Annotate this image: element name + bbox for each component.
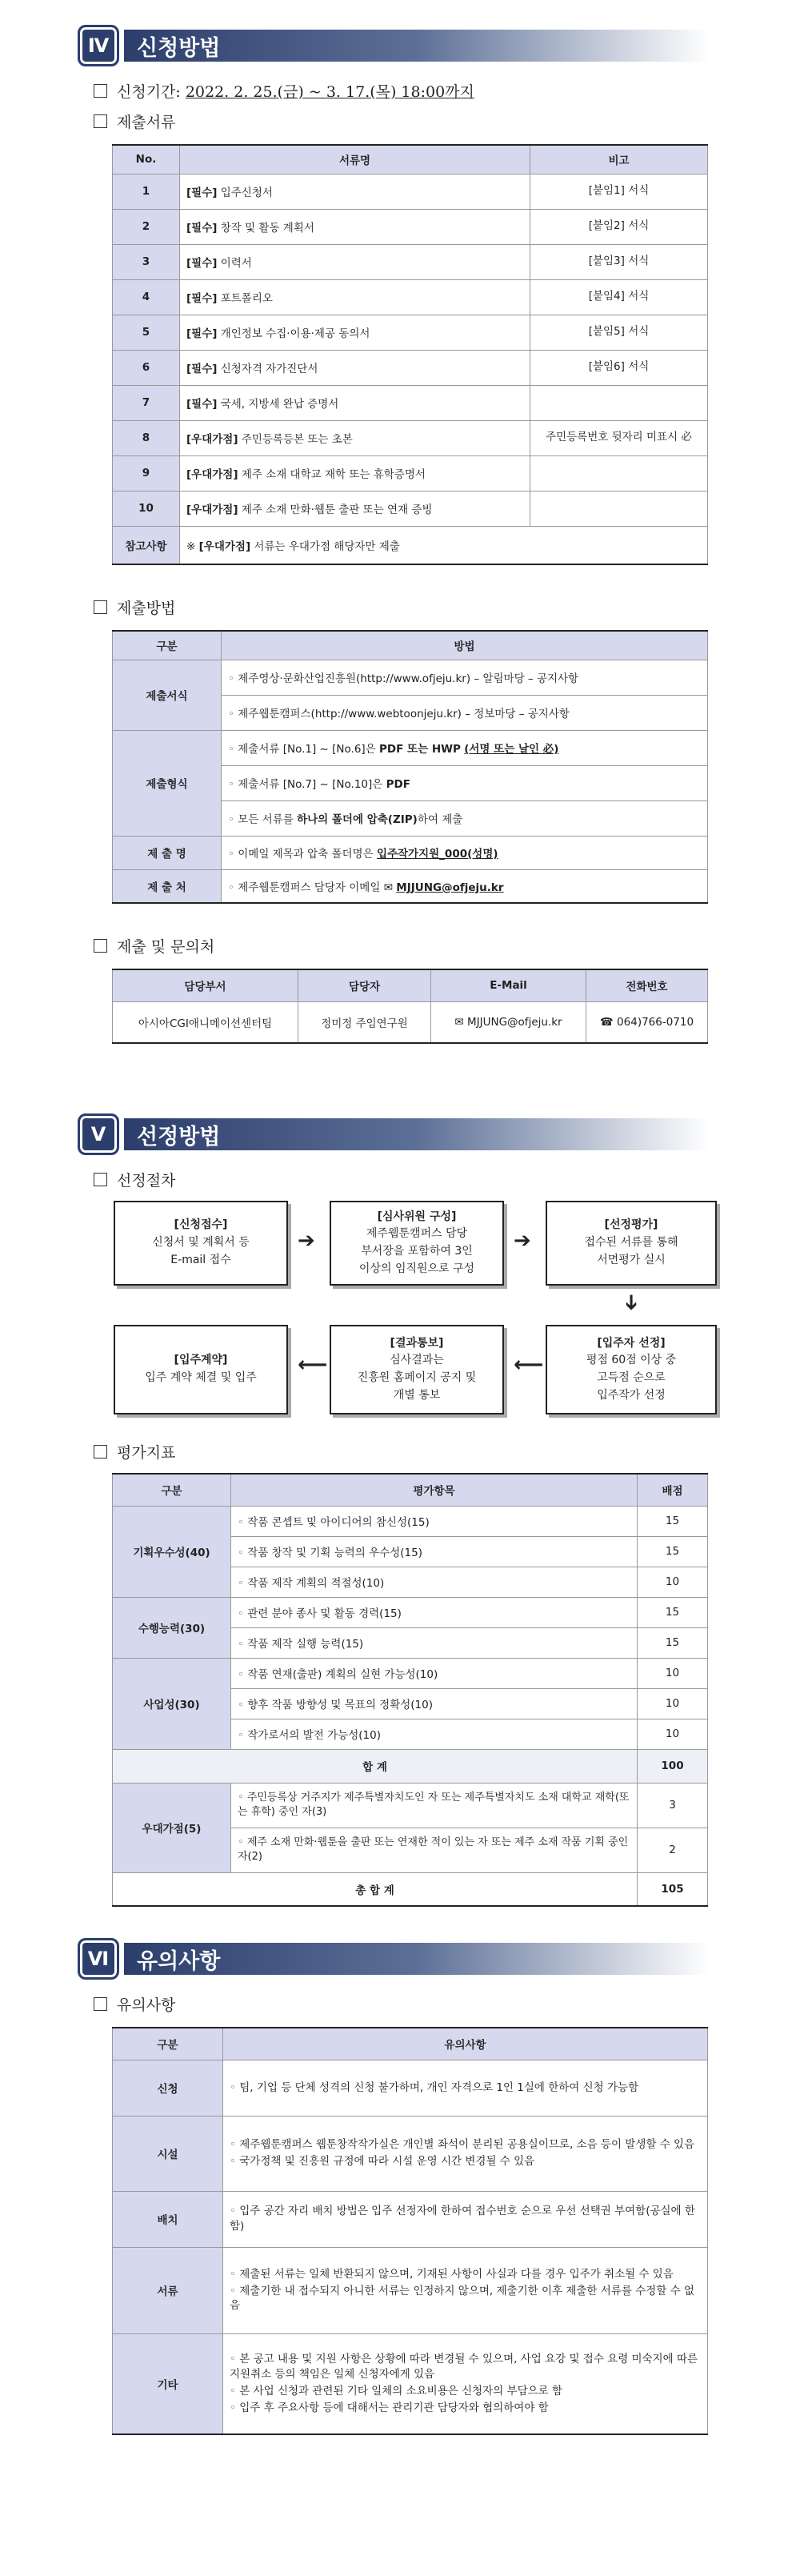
doc-name <box>180 455 530 491</box>
period-line <box>94 80 474 102</box>
sum-value: 100 <box>638 1749 708 1783</box>
eval-item: ◦ 향후 작품 방향성 및 목표의 정확성(10) <box>231 1688 638 1719</box>
doc-note: [붙임4] 서식 <box>530 279 708 315</box>
table-row <box>113 1001 708 1043</box>
contact-table <box>112 969 708 1044</box>
proc-subheading <box>94 1169 175 1190</box>
checkbox-icon <box>94 939 107 953</box>
doc-note: [붙임2] 서식 <box>530 209 708 244</box>
doc-note: [붙임1] 서식 <box>530 174 708 209</box>
eval-label: 평가지표 <box>117 1444 176 1462</box>
to-label: 제 출 처 <box>113 869 222 903</box>
docs-table <box>112 144 708 565</box>
note-category: 서류 <box>113 2247 223 2333</box>
checkbox-icon <box>94 600 107 614</box>
table-row <box>113 315 708 350</box>
eval-score: 10 <box>638 1688 708 1719</box>
col-header: 구분 <box>113 1474 231 1506</box>
doc-no: 1 <box>113 174 180 209</box>
doc-no: 9 <box>113 455 180 491</box>
arrow-left-icon: ⟵ <box>298 1353 328 1377</box>
eval-item: ◦ 작품 제작 계획의 적절성(10) <box>231 1567 638 1597</box>
eval-score: 15 <box>638 1627 708 1658</box>
col-header: 구분 <box>113 631 222 660</box>
contact-person: 정미정 주임연구원 <box>298 1001 431 1043</box>
doc-note <box>530 491 708 526</box>
note-item: ◦ 입주 후 주요사항 등에 대해서는 관리기관 담당자와 협의하여야 함 <box>230 2401 701 2416</box>
col-header: 서류명 <box>180 145 530 174</box>
doc-note <box>530 455 708 491</box>
doc-title: 신청자격 자가진단서 <box>220 363 318 375</box>
doc-no: 10 <box>113 491 180 526</box>
type-label: 제출형식 <box>113 730 222 836</box>
doc-name <box>180 491 530 526</box>
note-category: 기타 <box>113 2333 223 2434</box>
note-item: ◦ 팀, 기업 등 단체 성격의 신청 불가하며, 개인 자격으로 1인 1실에 한하여 신청 가능함 <box>230 2080 701 2096</box>
col-header: 유의사항 <box>223 2028 708 2060</box>
doc-note: [붙임3] 서식 <box>530 244 708 279</box>
note-item: ◦ 제출기한 내 접수되지 아니한 서류는 인정하지 않으며, 제출기한 이후 제출한 서류를 수정할 수 없음 <box>230 2284 701 2314</box>
method-subheading <box>94 596 175 618</box>
eval-item: ◦ 작품 제작 실행 능력(15) <box>231 1627 638 1658</box>
eval-item: ◦ 작가로서의 발전 가능성(10) <box>231 1719 638 1749</box>
note-item: ◦ 본 공고 내용 및 지원 사항은 상황에 따라 변경될 수 있으며, 사업 요강 및 접수 요령 미숙지에 따른 지원취소 등의 책임은 일체 신청자에게 있음 <box>230 2352 701 2382</box>
doc-title: 개인정보 수집·이용·제공 동의서 <box>220 327 370 340</box>
total-label: 총 합 계 <box>113 1872 638 1906</box>
flow-step-committee: [심사위원 구성] 제주웹툰캠퍼스 담당 부서장을 포함하여 3인 이상의 임직원으로 구성 <box>330 1201 504 1286</box>
note-item: ◦ 제출된 서류는 일체 반환되지 않으며, 기재된 사항이 사실과 다를 경우 입주가 취소될 수 있음 <box>230 2267 701 2282</box>
table-row <box>113 385 708 420</box>
note-category: 신청 <box>113 2060 223 2116</box>
contact-email[interactable]: ✉ MJJUNG@ofjeju.kr <box>431 1001 586 1043</box>
doc-note: [붙임5] 서식 <box>530 315 708 350</box>
method-label: 제출방법 <box>117 600 176 617</box>
section-number: Ⅳ <box>78 25 119 66</box>
table-row <box>113 1783 708 1828</box>
table-row <box>113 244 708 279</box>
col-header: 담당자 <box>298 969 431 1001</box>
eval-score: 15 <box>638 1597 708 1627</box>
eval-group: 수행능력(30) <box>113 1597 231 1658</box>
eval-table <box>112 1473 708 1907</box>
table-row <box>113 1506 708 1536</box>
col-header: 배점 <box>638 1474 708 1506</box>
mail-icon: ✉ <box>454 1015 464 1029</box>
flow-step-apply: [신청접수] 신청서 및 계획서 등 E-mail 접수 <box>114 1201 288 1286</box>
table-row <box>113 350 708 385</box>
doc-tag: [우대가점] <box>186 433 238 446</box>
method-table <box>112 630 708 904</box>
doc-no: 5 <box>113 315 180 350</box>
section-title: 신청방법 <box>124 30 710 62</box>
table-row <box>113 1872 708 1906</box>
checkbox-icon <box>94 1445 107 1459</box>
doc-title: 제주 소재 만화·웹툰 출판 또는 연재 증빙 <box>241 504 433 516</box>
doc-no: 2 <box>113 209 180 244</box>
doc-no: 6 <box>113 350 180 385</box>
doc-tag: [필수] <box>186 187 218 199</box>
doc-name <box>180 174 530 209</box>
flow-step-contract: [입주계약] 입주 계약 체결 및 입주 <box>114 1325 288 1414</box>
doc-no: 8 <box>113 420 180 455</box>
eval-subheading <box>94 1441 175 1463</box>
doc-name <box>180 385 530 420</box>
doc-no: 3 <box>113 244 180 279</box>
flow-step-evaluation: [선정평가] 접수된 서류를 통해 서면평가 실시 <box>546 1201 717 1286</box>
col-header: 구분 <box>113 2028 223 2060</box>
section-title: 선정방법 <box>124 1118 710 1150</box>
ref-tag: [우대가점] <box>198 540 251 553</box>
format-item: ◦ 제주웹툰캠퍼스(http://www.webtoonjeju.kr) – 정보마당 – 공지사항 <box>222 695 708 730</box>
table-row <box>113 420 708 455</box>
col-header: E-Mail <box>431 969 586 1001</box>
notes-table <box>112 2027 708 2435</box>
contact-label: 제출 및 문의처 <box>117 938 215 956</box>
doc-tag: [우대가점] <box>186 504 238 516</box>
bonus-score: 3 <box>638 1783 708 1828</box>
eval-item: ◦ 작품 연재(출판) 계획의 실현 가능성(10) <box>231 1658 638 1688</box>
doc-title: 제주 소재 대학교 재학 또는 휴학증명서 <box>241 468 426 481</box>
section-number: Ⅵ <box>78 1938 119 1980</box>
eval-score: 10 <box>638 1719 708 1749</box>
contact-dept: 아시아CGI애니메이션센터팀 <box>113 1001 298 1043</box>
col-header: 담당부서 <box>113 969 298 1001</box>
docs-label: 제출서류 <box>117 114 176 131</box>
col-header: 평가항목 <box>231 1474 638 1506</box>
eval-group: 사업성(30) <box>113 1658 231 1749</box>
bonus-score: 2 <box>638 1828 708 1872</box>
table-row <box>113 279 708 315</box>
note-cell <box>223 2333 708 2434</box>
doc-tag: [필수] <box>186 398 218 411</box>
arrow-right-icon: ➔ <box>298 1229 315 1253</box>
table-row <box>113 455 708 491</box>
period-value: 2022. 2. 25.(금) ~ 3. 17.(목) 18:00까지 <box>185 83 474 101</box>
bonus-item: ◦ 제주 소재 만화·웹툰을 출판 또는 연재한 적이 있는 자 또는 제주 소재 작품 기획 중인 자(2) <box>231 1828 638 1872</box>
table-row <box>113 1658 708 1688</box>
type-item: ◦ 제출서류 [No.7] ~ [No.10]은 PDF <box>222 765 708 800</box>
col-header: 전화번호 <box>586 969 708 1001</box>
total-value: 105 <box>638 1872 708 1906</box>
section-5-header <box>78 1111 710 1158</box>
ref-text: 서류는 우대가점 해당자만 제출 <box>254 540 400 553</box>
doc-name <box>180 209 530 244</box>
name-label: 제 출 명 <box>113 836 222 869</box>
note-cell <box>223 2060 708 2116</box>
contact-tel: ☎ 064)766-0710 <box>586 1001 708 1043</box>
type-item: ◦ 모든 서류를 하나의 폴더에 압축(ZIP)하여 제출 <box>222 800 708 836</box>
format-item: ◦ 제주영상·문화산업진흥원(http://www.ofjeju.kr) – 알림마당 – 공지사항 <box>222 660 708 695</box>
eval-score: 10 <box>638 1567 708 1597</box>
col-header: No. <box>113 145 180 174</box>
mail-icon: ✉ <box>383 881 393 894</box>
sum-label: 합 계 <box>113 1749 638 1783</box>
to-item: ◦ 제주웹툰캠퍼스 담당자 이메일 ✉ MJJUNG@ofjeju.kr <box>222 869 708 903</box>
table-row <box>113 209 708 244</box>
checkbox-icon <box>94 1997 107 2011</box>
eval-item: ◦ 작품 창작 및 기획 능력의 우수성(15) <box>231 1536 638 1567</box>
doc-no: 4 <box>113 279 180 315</box>
notes-subheading <box>94 1993 175 2015</box>
flow-step-result: [결과통보] 심사결과는 진흥원 홈페이지 공지 및 개별 통보 <box>330 1325 504 1414</box>
eval-score: 10 <box>638 1658 708 1688</box>
doc-name <box>180 420 530 455</box>
note-item: ◦ 입주 공간 자리 배치 방법은 입주 선정자에 한하여 접수번호 순으로 우선 선택권 부여함(공실에 한함) <box>230 2204 701 2234</box>
ref-cell <box>180 526 708 564</box>
table-row <box>113 730 708 765</box>
arrow-down-icon: ➔ <box>618 1294 643 1311</box>
note-item: ◦ 본 사업 신청과 관련된 기타 일체의 소요비용은 신청자의 부담으로 함 <box>230 2384 701 2399</box>
contact-subheading <box>94 935 214 957</box>
doc-note: [붙임6] 서식 <box>530 350 708 385</box>
doc-title: 국세, 지방세 완납 증명서 <box>220 398 339 411</box>
note-cell <box>223 2116 708 2191</box>
doc-title: 이력서 <box>220 257 252 270</box>
section-title: 유의사항 <box>124 1943 710 1975</box>
flow-step-selection: [입주자 선정] 평점 60점 이상 중 고득점 순으로 입주작가 선정 <box>546 1325 717 1414</box>
note-mark: ※ <box>186 540 196 553</box>
table-row <box>113 2191 708 2247</box>
note-category: 시설 <box>113 2116 223 2191</box>
doc-tag: [필수] <box>186 222 218 235</box>
bonus-item: ◦ 주민등록상 거주지가 제주특별자치도인 자 또는 제주특별자치도 소재 대학교 재학(또는 휴학) 중인 자(3) <box>231 1783 638 1828</box>
table-row <box>113 2333 708 2434</box>
notes-label: 유의사항 <box>117 1996 176 2014</box>
eval-item: ◦ 작품 콘셉트 및 아이디어의 참신성(15) <box>231 1506 638 1536</box>
doc-title: 주민등록등본 또는 초본 <box>241 433 353 446</box>
eval-item: ◦ 관련 분야 종사 및 활동 경력(15) <box>231 1597 638 1627</box>
format-label: 제출서식 <box>113 660 222 730</box>
arrow-left-icon: ⟵ <box>514 1353 544 1377</box>
doc-note: 주민등록번호 뒷자리 미표시 必 <box>530 420 708 455</box>
doc-note <box>530 385 708 420</box>
doc-name <box>180 279 530 315</box>
table-row <box>113 2116 708 2191</box>
section-number: Ⅴ <box>78 1113 119 1155</box>
section-4-header <box>78 22 710 69</box>
table-row <box>113 174 708 209</box>
col-header: 방법 <box>222 631 708 660</box>
doc-no: 7 <box>113 385 180 420</box>
doc-tag: [우대가점] <box>186 468 238 481</box>
table-row <box>113 1597 708 1627</box>
type-item: ◦ 제출서류 [No.1] ~ [No.6]은 PDF 또는 HWP (서명 또는 날인 必) <box>222 730 708 765</box>
docs-subheading <box>94 110 175 132</box>
table-row <box>113 2247 708 2333</box>
doc-title: 포트폴리오 <box>220 292 273 305</box>
doc-tag: [필수] <box>186 292 218 305</box>
eval-score: 15 <box>638 1536 708 1567</box>
doc-title: 창작 및 활동 계획서 <box>220 222 314 235</box>
table-row <box>113 1749 708 1783</box>
doc-tag: [필수] <box>186 363 218 375</box>
note-item: ◦ 국가정책 및 진흥원 규정에 따라 시설 운영 시간 변경될 수 있음 <box>230 2154 701 2169</box>
doc-tag: [필수] <box>186 257 218 270</box>
doc-name <box>180 350 530 385</box>
bonus-label: 우대가점(5) <box>113 1783 231 1872</box>
ref-label: 참고사항 <box>113 526 180 564</box>
table-row <box>113 2060 708 2116</box>
table-row <box>113 526 708 564</box>
checkbox-icon <box>94 84 107 98</box>
table-row <box>113 869 708 903</box>
period-label: 신청기간: <box>117 83 181 101</box>
table-row <box>113 836 708 869</box>
section-6-header <box>78 1936 710 1982</box>
arrow-right-icon: ➔ <box>514 1229 531 1253</box>
proc-label: 선정절차 <box>117 1172 176 1190</box>
note-cell <box>223 2191 708 2247</box>
doc-tag: [필수] <box>186 327 218 340</box>
col-header: 비고 <box>530 145 708 174</box>
table-row <box>113 660 708 695</box>
doc-name <box>180 244 530 279</box>
doc-title: 입주신청서 <box>220 187 273 199</box>
note-category: 배치 <box>113 2191 223 2247</box>
note-cell <box>223 2247 708 2333</box>
name-item: ◦ 이메일 제목과 압축 폴더명은 입주작가지원_000(성명) <box>222 836 708 869</box>
table-row <box>113 491 708 526</box>
eval-group: 기획우수성(40) <box>113 1506 231 1597</box>
note-item: ◦ 제주웹툰캠퍼스 웹툰창작작가실은 개인별 좌석이 분리된 공용실이므로, 소음 등이 발생할 수 있음 <box>230 2137 701 2153</box>
eval-score: 15 <box>638 1506 708 1536</box>
checkbox-icon <box>94 1173 107 1186</box>
phone-icon: ☎ <box>599 1015 614 1029</box>
checkbox-icon <box>94 114 107 128</box>
doc-name <box>180 315 530 350</box>
